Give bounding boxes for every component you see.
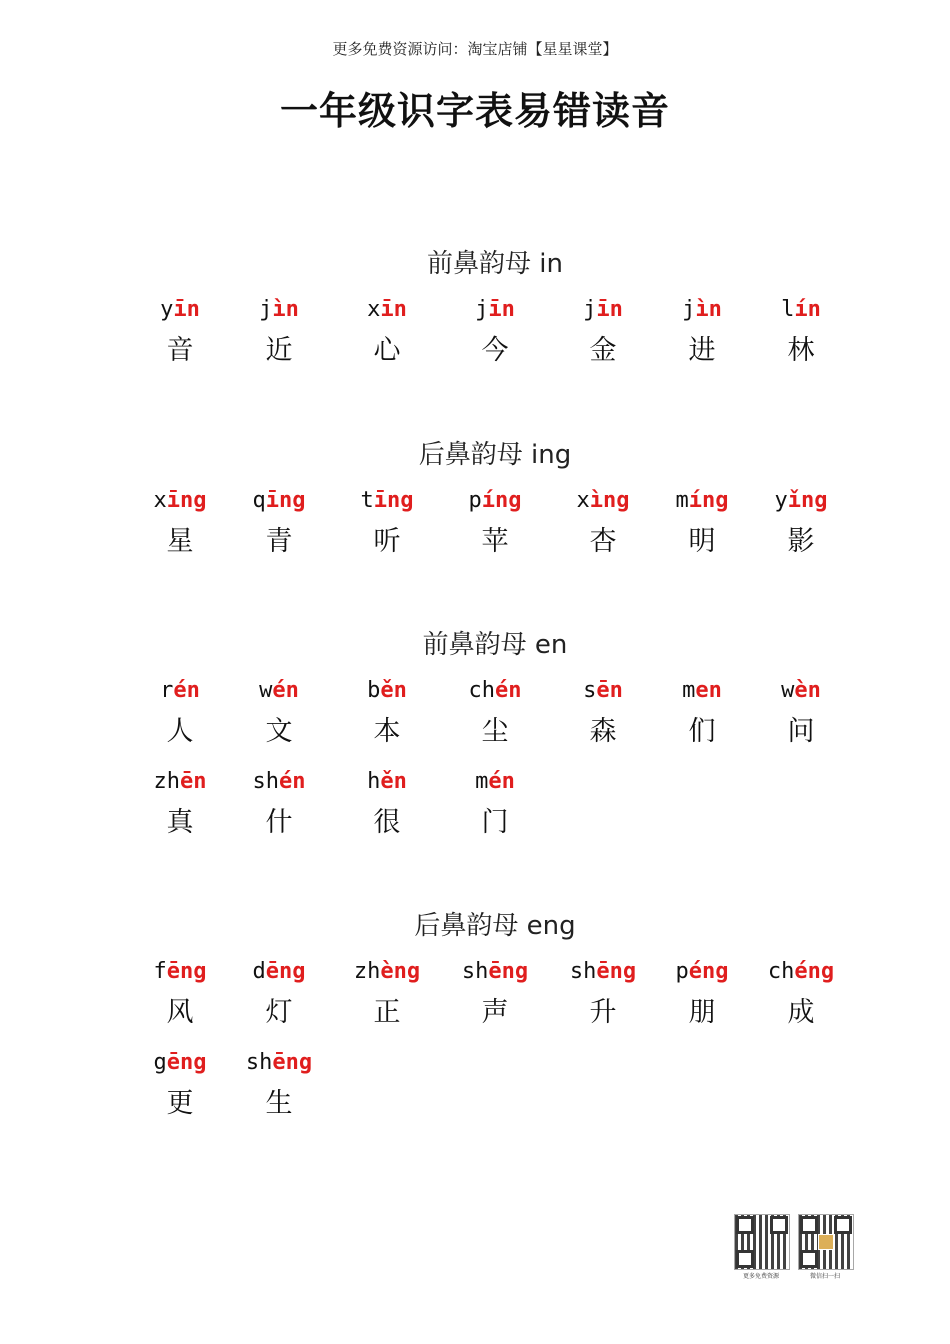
pinyin — [741, 957, 861, 987]
pinyin-final: ěn — [380, 769, 407, 794]
pinyin — [327, 767, 447, 797]
pinyin-initial: w — [259, 678, 273, 703]
pinyin-initial: x — [367, 297, 381, 322]
pinyin-initial: f — [153, 959, 167, 984]
pinyin-card — [327, 767, 447, 843]
pinyin-final: én — [495, 678, 522, 703]
pinyin-final: íng — [481, 488, 522, 513]
pinyin-final: ēng — [166, 959, 207, 984]
pinyin-final: én — [173, 678, 200, 703]
pinyin — [219, 486, 339, 516]
pinyin-card — [219, 1048, 339, 1124]
pinyin-card — [435, 767, 555, 843]
hanzi: 正 — [373, 997, 401, 1028]
section-title: 后鼻韵母 eng — [414, 911, 576, 941]
pinyin-final: én — [279, 769, 306, 794]
pinyin-final: ēng — [596, 959, 637, 984]
hanzi: 真 — [166, 807, 194, 838]
pinyin-initial: p — [468, 488, 482, 513]
hanzi: 明 — [688, 526, 716, 557]
hanzi: 朋 — [688, 997, 716, 1028]
pinyin-card — [219, 767, 339, 843]
pinyin — [327, 957, 447, 987]
qr-codes — [734, 1214, 858, 1282]
pinyin-final: ìn — [272, 297, 299, 322]
pinyin-final: īn — [596, 297, 623, 322]
hanzi: 门 — [481, 807, 509, 838]
pinyin-initial: x — [153, 488, 167, 513]
pinyin-initial: l — [781, 297, 795, 322]
pinyin — [219, 1048, 339, 1078]
hanzi: 本 — [373, 716, 401, 747]
pinyin-final: īn — [380, 297, 407, 322]
pinyin-final: īn — [488, 297, 515, 322]
hanzi: 林 — [787, 335, 815, 366]
pinyin-initial: sh — [569, 959, 597, 984]
hanzi: 进 — [688, 335, 716, 366]
pinyin-card — [219, 957, 339, 1033]
pinyin-card — [327, 957, 447, 1033]
pinyin — [741, 676, 861, 706]
pinyin — [741, 486, 861, 516]
pinyin-final: īn — [173, 297, 200, 322]
qr-left-caption: 更多免费资源 — [742, 1273, 779, 1280]
qr-code-icon — [798, 1214, 854, 1270]
pinyin-card — [327, 486, 447, 562]
hanzi: 升 — [589, 997, 617, 1028]
pinyin-initial: j — [682, 297, 696, 322]
pinyin — [219, 295, 339, 325]
pinyin-final: ēn — [180, 769, 207, 794]
pinyin — [435, 957, 555, 987]
hanzi: 成 — [787, 997, 815, 1028]
pinyin-final: én — [488, 769, 515, 794]
qr-right-caption: 微信扫一扫 — [809, 1273, 840, 1280]
hanzi: 金 — [589, 335, 617, 366]
pinyin-initial: j — [583, 297, 597, 322]
pinyin-final: ǐng — [787, 488, 828, 513]
pinyin-initial: x — [576, 488, 590, 513]
hanzi: 风 — [166, 997, 194, 1028]
pinyin-initial: sh — [461, 959, 489, 984]
header-note: 更多免费资源访问：淘宝店铺【星星课堂】 — [332, 40, 618, 58]
pinyin — [435, 676, 555, 706]
pinyin-final: íng — [688, 488, 729, 513]
pinyin-card — [435, 957, 555, 1033]
pinyin-final: ěn — [380, 678, 407, 703]
pinyin — [327, 676, 447, 706]
hanzi: 影 — [787, 526, 815, 557]
pinyin-final: ēng — [272, 1050, 313, 1075]
pinyin-initial: sh — [245, 1050, 273, 1075]
pinyin-card — [327, 676, 447, 752]
hanzi: 青 — [265, 526, 293, 557]
pinyin-final: īng — [166, 488, 207, 513]
pinyin-final: ēng — [488, 959, 529, 984]
pinyin-initial: m — [475, 769, 489, 794]
hanzi: 人 — [166, 716, 194, 747]
pinyin-card — [741, 957, 861, 1033]
pinyin-initial: b — [367, 678, 381, 703]
hanzi: 音 — [166, 335, 194, 366]
pinyin-initial: r — [160, 678, 174, 703]
hanzi: 文 — [265, 716, 293, 747]
hanzi: 听 — [373, 526, 401, 557]
pinyin-card — [219, 486, 339, 562]
pinyin-final: èn — [794, 678, 821, 703]
pinyin-initial: j — [475, 297, 489, 322]
pinyin-initial: y — [774, 488, 788, 513]
pinyin-final: en — [695, 678, 722, 703]
pinyin-card — [741, 676, 861, 752]
pinyin-initial: sh — [252, 769, 279, 794]
pinyin-initial: p — [675, 959, 689, 984]
pinyin — [435, 486, 555, 516]
pinyin-initial: h — [367, 769, 381, 794]
pinyin-initial: zh — [153, 769, 180, 794]
pinyin-initial: y — [160, 297, 174, 322]
pinyin — [435, 767, 555, 797]
pinyin-final: īng — [373, 488, 414, 513]
pinyin-card — [435, 295, 555, 371]
hanzi: 更 — [166, 1088, 194, 1119]
pinyin — [327, 486, 447, 516]
pinyin — [741, 295, 861, 325]
pinyin-initial: zh — [353, 959, 381, 984]
pinyin-final: ēng — [265, 959, 306, 984]
pinyin-final: éng — [794, 959, 835, 984]
pinyin-final: ìn — [695, 297, 722, 322]
pinyin-final: īng — [265, 488, 306, 513]
pinyin-card — [219, 295, 339, 371]
section-title: 后鼻韵母 ing — [418, 440, 572, 470]
pinyin-final: ìng — [589, 488, 630, 513]
pinyin-card — [435, 486, 555, 562]
pinyin-initial: j — [259, 297, 273, 322]
hanzi: 森 — [589, 716, 617, 747]
pinyin — [219, 676, 339, 706]
pinyin-initial: s — [583, 678, 597, 703]
hanzi: 心 — [373, 335, 401, 366]
hanzi: 问 — [787, 716, 815, 747]
hanzi: 什 — [265, 807, 293, 838]
hanzi: 们 — [688, 716, 716, 747]
hanzi: 灯 — [265, 997, 293, 1028]
hanzi: 声 — [481, 997, 509, 1028]
hanzi: 生 — [265, 1088, 293, 1119]
pinyin-initial: g — [153, 1050, 167, 1075]
pinyin-initial: m — [675, 488, 689, 513]
hanzi: 星 — [166, 526, 194, 557]
pinyin-initial: q — [252, 488, 266, 513]
pinyin-initial: w — [781, 678, 795, 703]
pinyin-initial: ch — [767, 959, 795, 984]
pinyin-card — [741, 295, 861, 371]
pinyin-initial: m — [682, 678, 696, 703]
hanzi: 尘 — [481, 716, 509, 747]
pinyin — [219, 957, 339, 987]
section-title: 前鼻韵母 in — [427, 249, 563, 279]
hanzi: 今 — [481, 335, 509, 366]
pinyin-final: ēng — [166, 1050, 207, 1075]
pinyin-final: ín — [794, 297, 821, 322]
pinyin — [435, 295, 555, 325]
pinyin-card — [741, 486, 861, 562]
hanzi: 很 — [373, 807, 401, 838]
pinyin-final: ēn — [596, 678, 623, 703]
pinyin-initial: t — [360, 488, 374, 513]
pinyin — [327, 295, 447, 325]
pinyin-card — [327, 295, 447, 371]
page-title: 一年级识字表易错读音 — [279, 89, 670, 133]
pinyin-card — [435, 676, 555, 752]
pinyin-card — [219, 676, 339, 752]
section-title: 前鼻韵母 en — [422, 630, 568, 660]
hanzi: 杏 — [589, 526, 617, 557]
pinyin — [219, 767, 339, 797]
hanzi: 近 — [265, 335, 293, 366]
hanzi: 苹 — [481, 526, 509, 557]
pinyin-final: èng — [380, 959, 421, 984]
pinyin-initial: ch — [468, 678, 495, 703]
qr-code-icon — [734, 1214, 790, 1270]
pinyin-initial: d — [252, 959, 266, 984]
pinyin-final: én — [272, 678, 299, 703]
pinyin-final: éng — [688, 959, 729, 984]
